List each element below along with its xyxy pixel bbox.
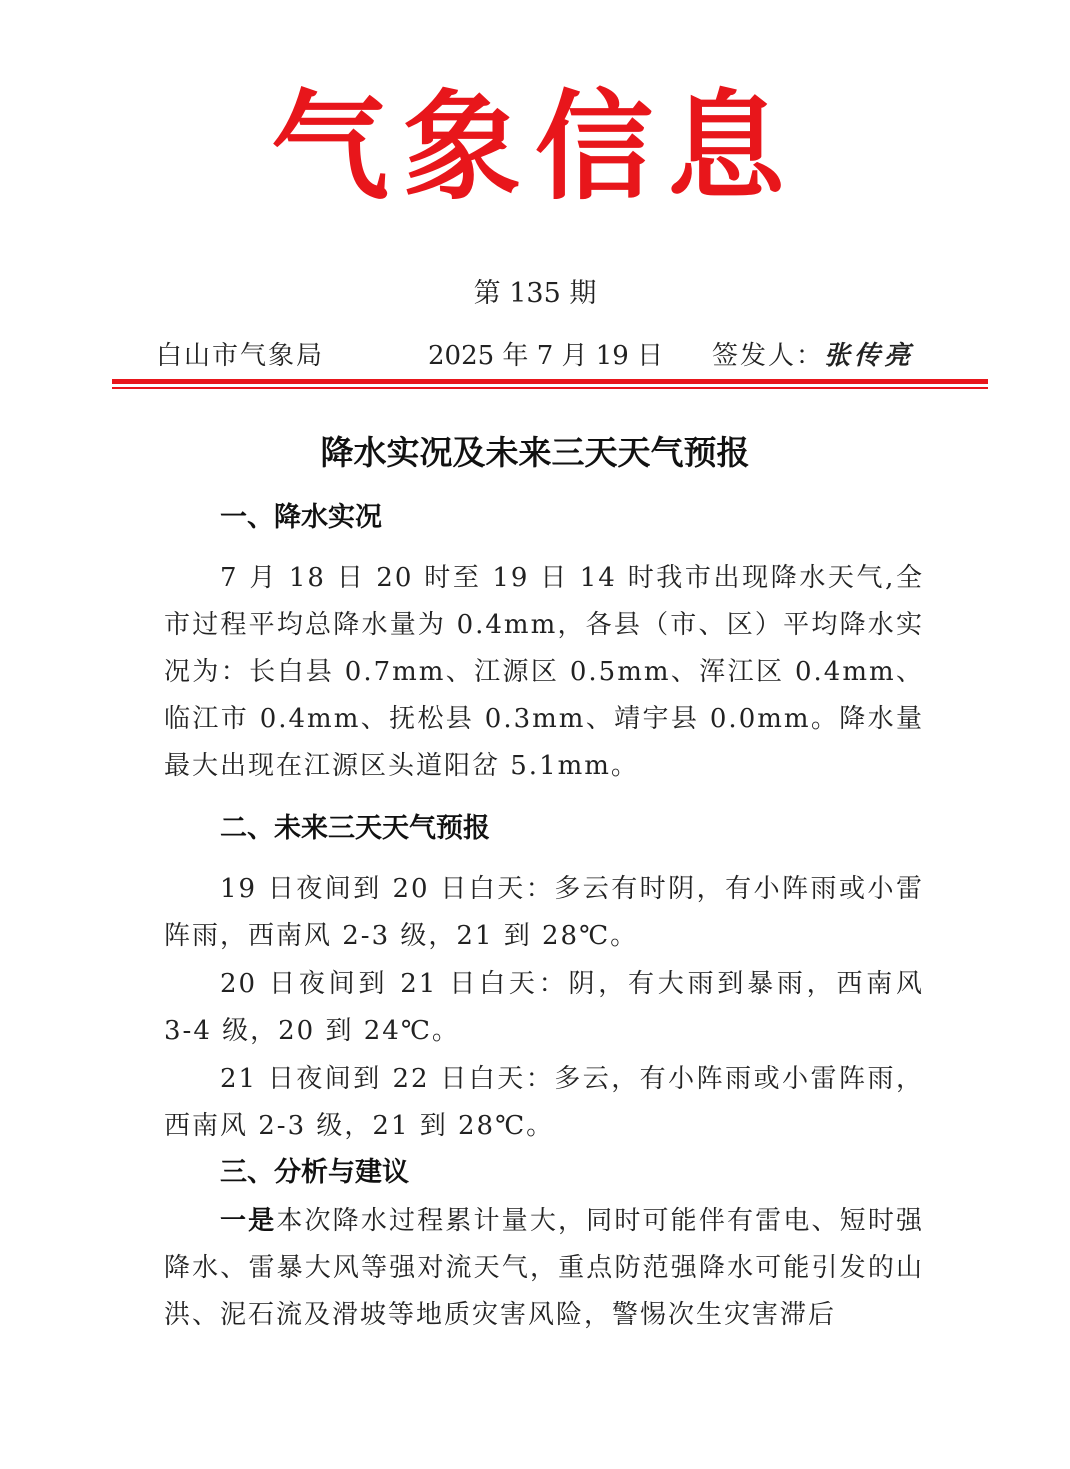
document-title: 降水实况及未来三天天气预报 xyxy=(320,433,750,472)
signer-signature: 张传亮 xyxy=(824,341,915,371)
section-heading-advice: 三、分析与建议 xyxy=(220,1157,409,1188)
paragraph-forecast-day3: 21 日夜间到 22 日白天：多云，有小阵雨或小雷阵雨，西南风 2-3 级，21 到 28℃。 xyxy=(164,1064,924,1141)
section-heading-observation: 一、降水实况 xyxy=(220,502,382,533)
paragraph-forecast-day1: 19 日夜间到 20 日白天：多云有时阴，有小阵雨或小雷阵雨，西南风 2-3 级，21 到 28℃。 xyxy=(164,874,924,951)
advice-lead: 一是 xyxy=(220,1206,277,1236)
issue-number: 第 135 期 xyxy=(473,278,597,309)
issuing-agency: 白山市气象局 xyxy=(156,341,325,371)
paragraph-advice-1 xyxy=(164,1198,924,1339)
masthead-title: 气象信息 xyxy=(270,77,799,216)
signer-label: 签发人： xyxy=(712,341,825,371)
signer xyxy=(712,336,914,376)
section-heading-forecast: 二、未来三天天气预报 xyxy=(220,813,490,844)
paragraph-forecast-day2: 20 日夜间到 21 日白天：阴，有大雨到暴雨，西南风 3-4 级，20 到 24℃。 xyxy=(164,969,924,1046)
header-rule-thin xyxy=(112,387,988,389)
advice-text: 本次降水过程累计量大，同时可能伴有雷电、短时强降水、雷暴大风等强对流天气，重点防范强降水可能引发的山洪、泥石流及滑坡等地质灾害风险，警惕次生灾害滞后 xyxy=(164,1206,924,1330)
paragraph-observation: 7 月 18 日 20 时至 19 日 14 时我市出现降水天气,全市过程平均总降水量为 0.4mm，各县（市、区）平均降水实况为：长白县 0.7mm、江源区 0.5mm、浑江区 0.4mm、临江市 0.4mm、抚松县 0.3mm、靖宇县 0.0mm。降水量最大出现在江源区头道阳岔 5.1mm。 xyxy=(164,563,924,781)
issue-date: 2025 年 7 月 19 日 xyxy=(428,341,664,371)
header-rule-thick xyxy=(112,379,988,384)
